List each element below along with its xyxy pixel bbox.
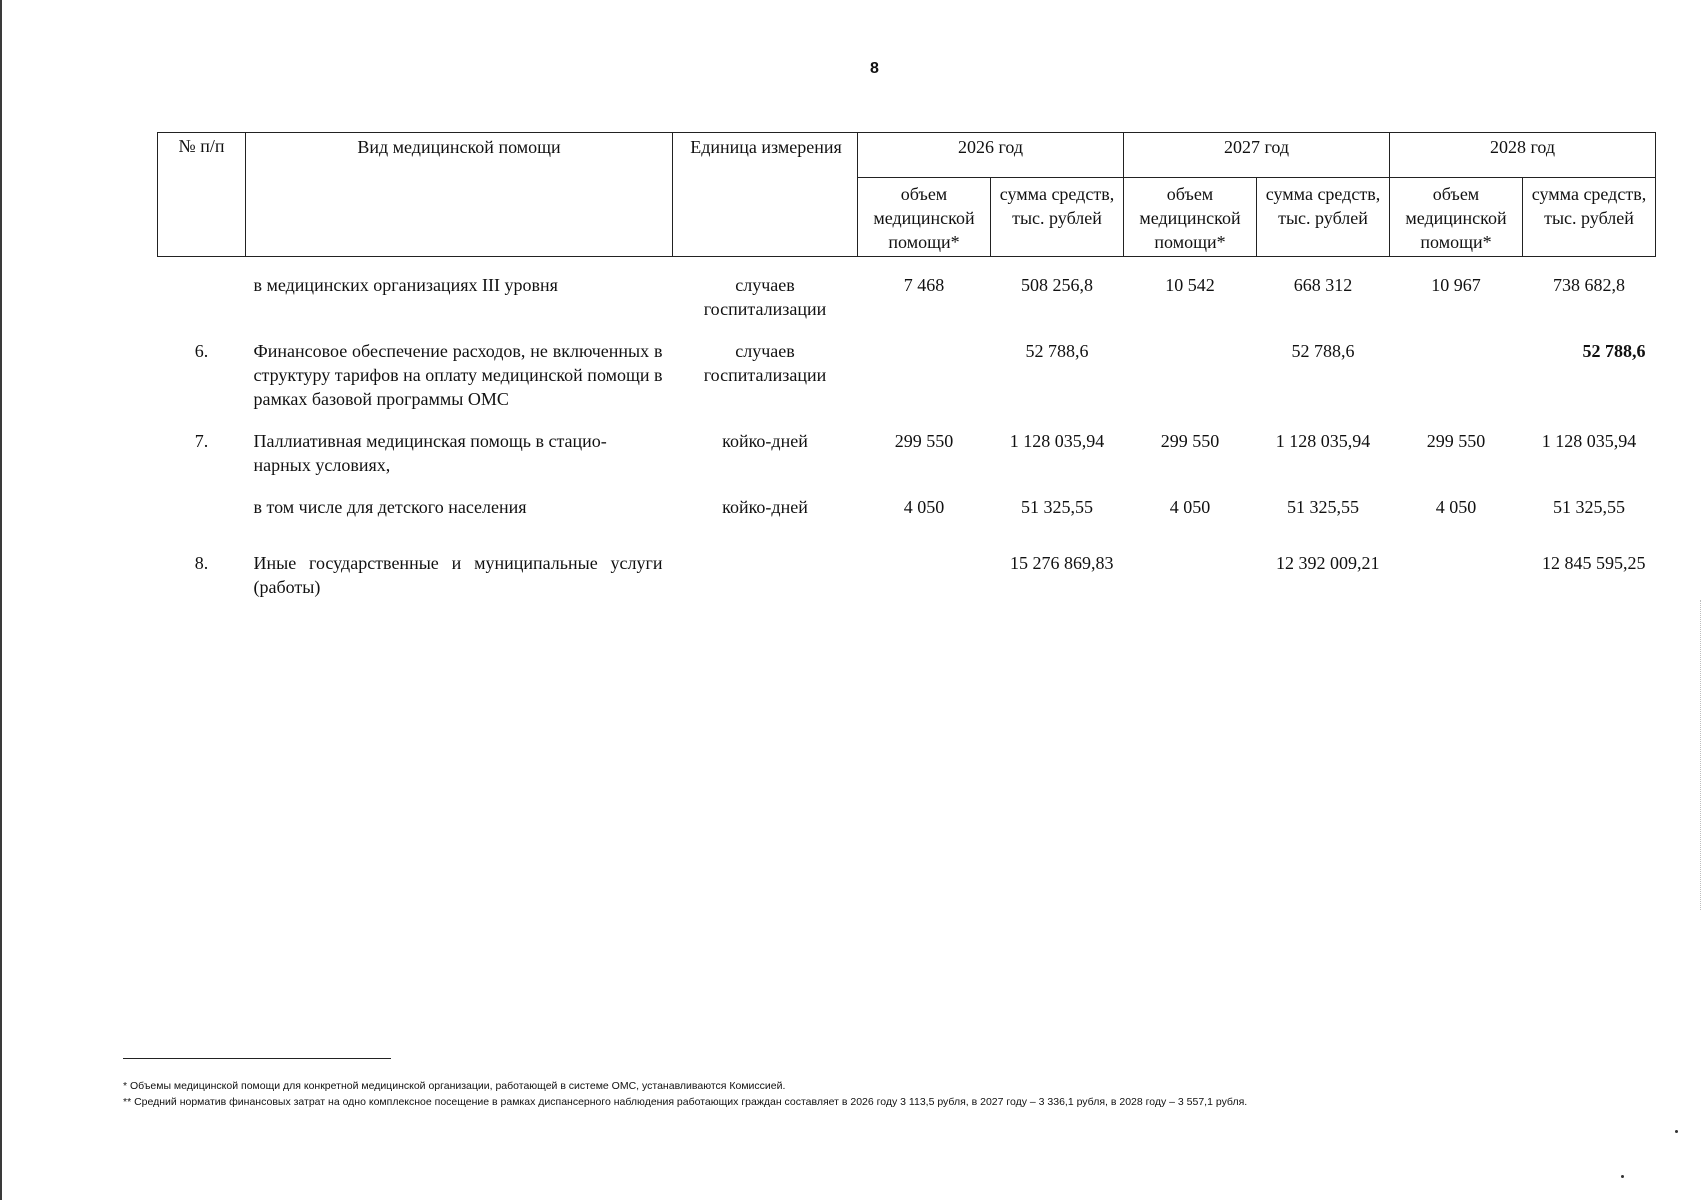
- footnote-separator: [123, 1058, 391, 1059]
- row-num: 7.: [194, 431, 209, 451]
- table-row: [158, 413, 1656, 479]
- header-kind: Вид медицинской помощи: [246, 133, 673, 257]
- row-volume-2028: [1390, 521, 1523, 601]
- row-volume-2028: 10 967: [1431, 275, 1481, 295]
- row-volume-2026: 7 468: [903, 275, 945, 295]
- scan-edge: [0, 0, 2, 1200]
- row-sum-2026: 508 256,8: [1021, 275, 1093, 295]
- row-volume-2028: 299 550: [1426, 431, 1486, 451]
- row-volume-2028: 4 050: [1435, 497, 1477, 517]
- row-volume-2026: 299 550: [894, 431, 954, 451]
- scan-edge-right: [1699, 600, 1701, 910]
- row-sum-2026: 51 325,55: [1021, 497, 1093, 517]
- scan-speck: [1675, 1130, 1678, 1133]
- row-kind: в медицинских организациях III уровня: [253, 275, 558, 295]
- row-sum-2027: 52 788,6: [1291, 341, 1355, 361]
- row-kind: в том числе для детского населения: [253, 497, 527, 517]
- row-unit: койко-дней: [722, 431, 808, 451]
- page-number: 8: [870, 60, 879, 77]
- header-sum-2028: сумма средств, тыс. рублей: [1523, 178, 1656, 257]
- row-volume-2026: [858, 323, 991, 413]
- header-volume-2026: объем медицинской помощи*: [858, 178, 991, 257]
- row-volume-2027: 4 050: [1169, 497, 1211, 517]
- header-year-2027: 2027 год: [1124, 133, 1390, 178]
- row-sum-2026: 15 276 869,83: [1010, 553, 1114, 573]
- row-sum-2028: 1 128 035,94: [1541, 431, 1637, 451]
- row-kind: Финансовое обеспечение расходов, не включенных в структуру тарифов на оплату медицинской помощи в рамках базовой программы ОМС: [253, 341, 663, 409]
- medical-care-table: [157, 132, 1656, 601]
- header-unit: Единица измерения: [673, 133, 858, 257]
- row-num: 8.: [194, 553, 209, 573]
- header-volume-2028: объем медицинской помощи*: [1390, 178, 1523, 257]
- header-volume-2027: объем медицинской помощи*: [1124, 178, 1257, 257]
- table-row: [158, 257, 1656, 324]
- row-unit: случаев госпитализации: [703, 341, 827, 385]
- row-sum-2027: 1 128 035,94: [1275, 431, 1371, 451]
- row-volume-2027: 299 550: [1160, 431, 1220, 451]
- header-year-2026: 2026 год: [858, 133, 1124, 178]
- header-sum-2026: сумма средств, тыс. рублей: [991, 178, 1124, 257]
- row-kind: Иные государственные и муниципальные услуги (работы): [253, 553, 663, 597]
- row-num: [158, 257, 246, 324]
- row-unit: койко-дней: [722, 497, 808, 517]
- row-num: [158, 479, 246, 521]
- row-sum-2026: 52 788,6: [1025, 341, 1089, 361]
- row-sum-2028: 52 788,6: [1582, 341, 1646, 361]
- row-volume-2026: [858, 521, 991, 601]
- row-volume-2027: [1124, 521, 1257, 601]
- row-volume-2028: [1390, 323, 1523, 413]
- scan-speck: [1621, 1175, 1624, 1178]
- row-unit: случаев госпитализации: [703, 275, 827, 319]
- row-unit: [673, 521, 858, 601]
- header-sum-2027: сумма средств, тыс. рублей: [1257, 178, 1390, 257]
- row-num: 6.: [194, 341, 209, 361]
- row-sum-2028: 738 682,8: [1553, 275, 1625, 295]
- footnote-2: ** Средний норматив финансовых затрат на одно комплексное посещение в рамках диспансерного наблюдения работающих граждан составляет в 2026 году 3 113,5 рубля, в 2027 году – 3 336,1 рубля, в 2028 году – 3 557,1 рубля.: [123, 1096, 1248, 1108]
- row-sum-2027: 51 325,55: [1287, 497, 1359, 517]
- row-sum-2027: 12 392 009,21: [1276, 553, 1380, 573]
- header-num: № п/п: [158, 133, 246, 257]
- row-sum-2028: 12 845 595,25: [1542, 553, 1646, 573]
- table-row: [158, 323, 1656, 413]
- table-row: [158, 479, 1656, 521]
- row-volume-2027: [1124, 323, 1257, 413]
- footnotes: [123, 1078, 1247, 1110]
- table-body: [158, 257, 1656, 602]
- footnote-1: * Объемы медицинской помощи для конкретной медицинской организации, работающей в системе ОМС, устанавливаются Комиссией.: [123, 1080, 786, 1092]
- table-row: [158, 521, 1656, 601]
- row-kind: Паллиативная медицинская помощь в стацио-нарных условиях,: [253, 431, 607, 475]
- row-sum-2028: 51 325,55: [1553, 497, 1625, 517]
- row-volume-2026: 4 050: [903, 497, 945, 517]
- header-year-2028: 2028 год: [1390, 133, 1656, 178]
- row-sum-2027: 668 312: [1293, 275, 1353, 295]
- row-volume-2027: 10 542: [1165, 275, 1215, 295]
- table-header: [158, 133, 1656, 257]
- row-sum-2026: 1 128 035,94: [1009, 431, 1105, 451]
